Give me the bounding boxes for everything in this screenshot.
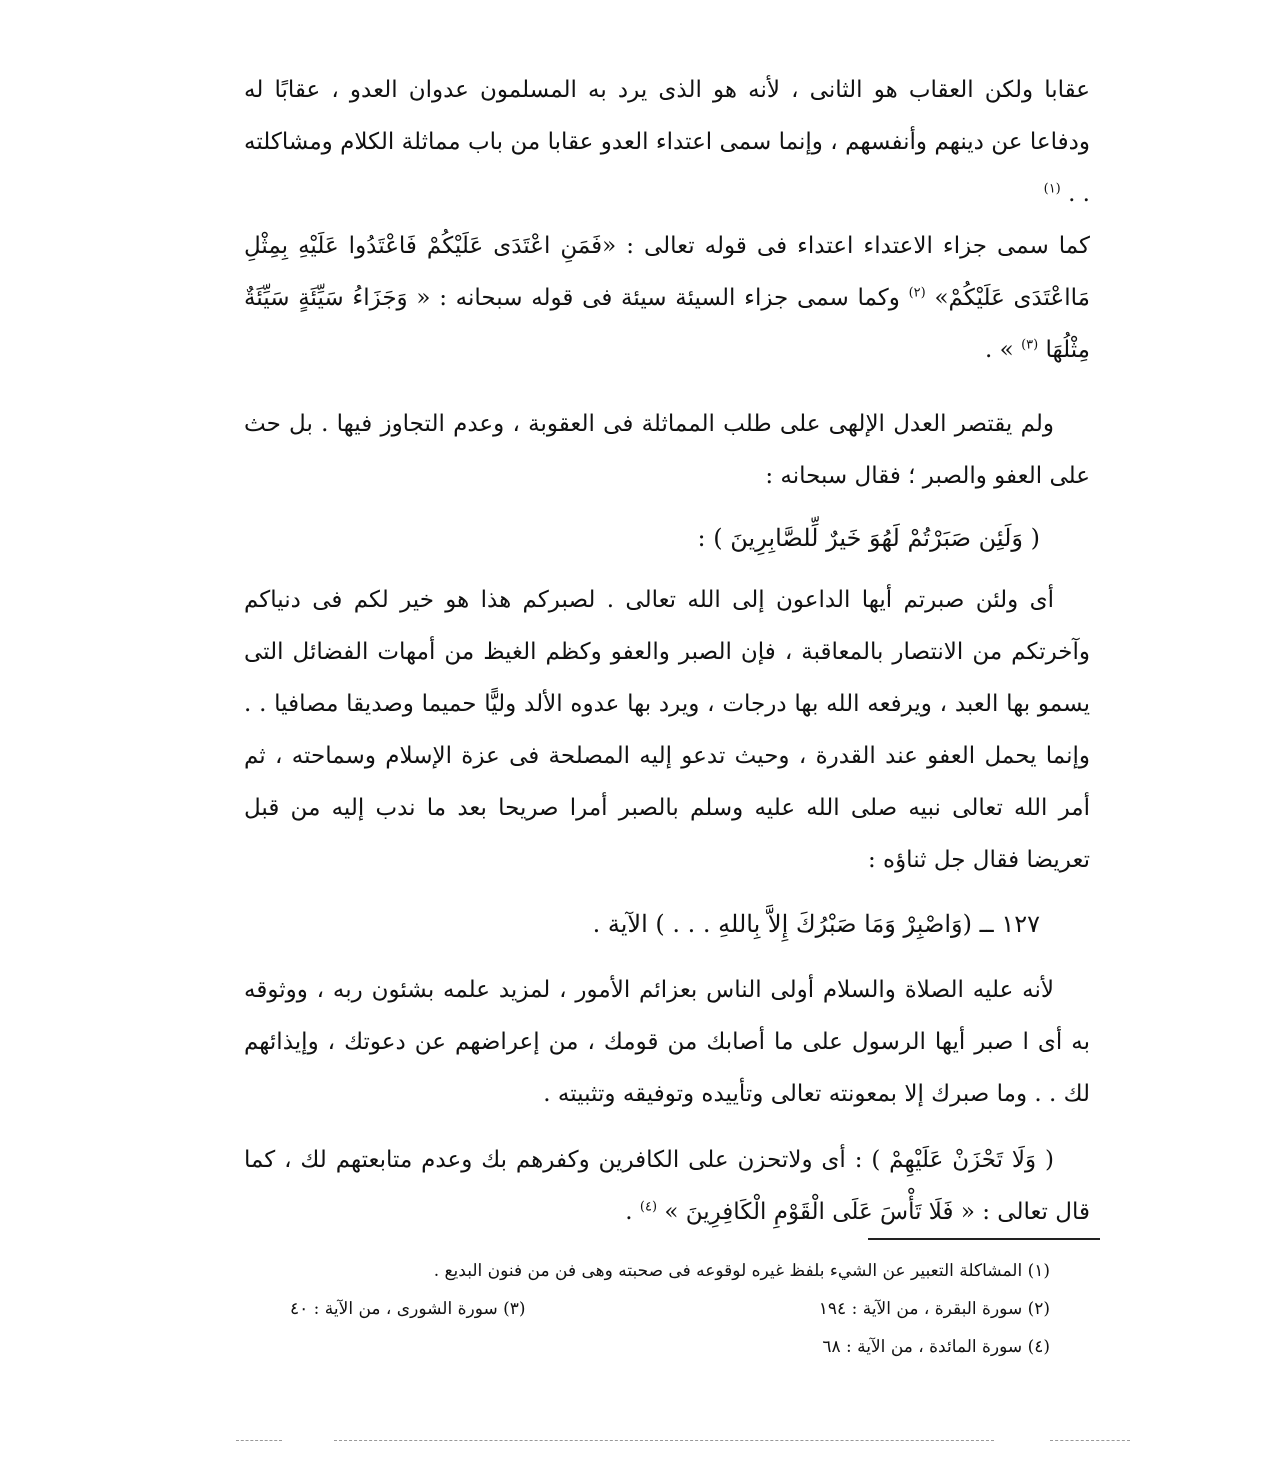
paragraph-2-text: كما سمى جزاء الاعتداء اعتداء فى قوله تعالى : «فَمَنِ اعْتَدَى عَلَيْكُمْ فَاعْتَدُوا عَلَيْهِ بِمِثْلِ مَااعْتَدَى عَلَيْكُمْ»	[244, 233, 1090, 311]
footnote-ref-3: (٣)	[1021, 337, 1039, 353]
footnote-4: (٤) سورة المائدة ، من الآية : ٦٨	[822, 1337, 1050, 1357]
scan-edge-line	[334, 1440, 994, 1441]
quran-verse-1: ( وَلَئِن صَبَرْتُمْ لَهُوَ خَيرٌ لِّلصَّابِرِينَ ) :	[697, 524, 1040, 552]
paragraph-1-text: عقابا ولكن العقاب هو الثانى ، لأنه هو الذى يرد به المسلمون عدوان العدو ، عقابًا له ودفاعا عن دينهم وأنفسهم ، وإنما سمى اعتداء العدو عقابا من باب مماثلة الكلام ومشاكلته . .	[244, 77, 1090, 207]
footnote-row-2-3	[290, 1290, 1050, 1328]
verse-127: ١٢٧ ــ (وَاصْبِرْ وَمَا صَبْرُكَ إِلاَّ بِاللهِ . . . ) الآية .	[592, 910, 1040, 938]
paragraph-3: ولم يقتصر العدل الإلهى على طلب المماثلة فى العقوبة ، وعدم التجاوز فيها . بل حث على العفو والصبر ؛ فقال سبحانه :	[244, 411, 1090, 489]
footnotes	[290, 1252, 1050, 1366]
footnote-ref-2: (٢)	[908, 285, 926, 301]
scan-edge-line	[236, 1440, 282, 1441]
scan-edge-line	[1050, 1440, 1130, 1441]
footnote-2: (٢) سورة البقرة ، من الآية : ١٩٤	[818, 1299, 1050, 1319]
footnote-ref-4: (٤)	[639, 1199, 658, 1215]
paragraph-6	[244, 1134, 1090, 1238]
footnote-ref-1: (١)	[1043, 181, 1061, 197]
footnote-divider	[868, 1238, 1100, 1240]
paragraph-4: أى ولئن صبرتم أيها الداعون إلى الله تعالى . لصبركم هذا هو خير لكم فى دنياكم وآخرتكم من الانتصار بالمعاقبة ، فإن الصبر والعفو وكظم الغيظ من أمهات الفضائل التى يسمو بها العبد ، ويرفعه الله بها درجات ، ويرد بها عدوه الألد وليًّا حميما وصديقا مصافيا . . وإنما يحمل العفو عند القدرة ، وحيث تدعو إليه المصلحة فى عزة الإسلام وسماحته ، ثم أمر الله تعالى نبيه صلى الله عليه وسلم بالصبر أمرا صريحا بعد ما ندب إليه من قبل تعريضا فقال جل ثناؤه :	[244, 587, 1090, 873]
page-body	[244, 64, 1090, 1238]
footnote-3: (٣) سورة الشورى ، من الآية : ٤٠	[290, 1299, 526, 1319]
close-quote: » .	[985, 337, 1014, 363]
paragraph-2b-text: وكما سمى جزاء السيئة سيئة فى قوله سبحانه : « وَجَزَاءُ سَيِّئَةٍ سَيِّئَةٌ مِثْلُهَا	[244, 285, 1090, 363]
paragraph-1	[244, 64, 1090, 220]
paragraph-5: لأنه عليه الصلاة والسلام أولى الناس بعزائم الأمور ، لمزيد علمه بشئون ربه ، ووثوقه به أى ا صبر أيها الرسول على ما أصابك من قومك ، من إعراضهم عن دعوتك ، وإيذائهم لك . . وما صبرك إلا بمعونته تعالى وتأييده وتوفيقه وتثبيته .	[244, 977, 1090, 1107]
footnote-1: (١) المشاكلة التعبير عن الشيء بلفظ غيره لوقوعه فى صحبته وهى فن من فنون البديع .	[433, 1261, 1050, 1281]
end-dot: .	[625, 1199, 633, 1225]
paragraph-2	[244, 220, 1090, 376]
paragraph-6-text: ( وَلَا تَحْزَنْ عَلَيْهِمْ ) : أى ولاتحزن على الكافرين وكفرهم بك وعدم متابعتهم لك ، كما قال تعالى : « فَلَا تَأْسَ عَلَى الْقَوْمِ الْكَافِرِينَ »	[244, 1147, 1090, 1225]
